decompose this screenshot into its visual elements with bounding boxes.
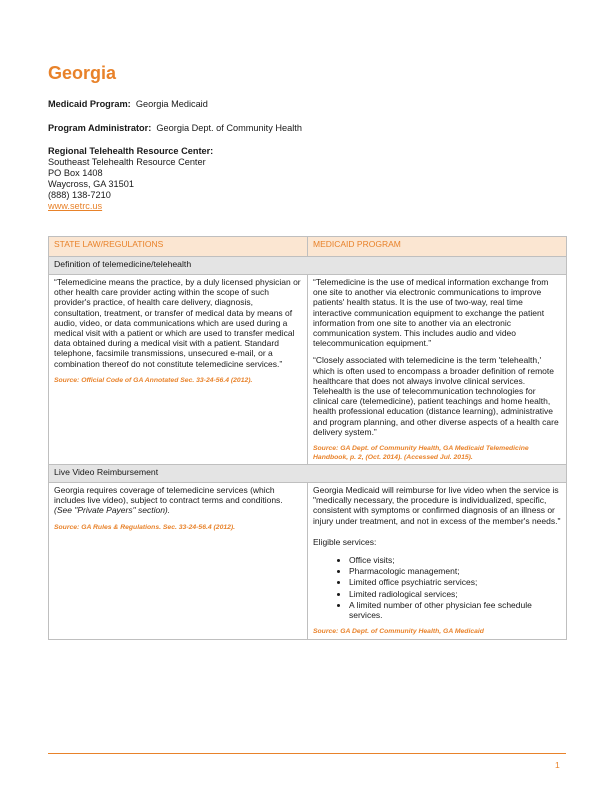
medicaid-live-video-text: Georgia Medicaid will reimburse for live video when the service is "medically necessary, the procedure is individualized, specific, consistent with symptoms or confirmed diagnosis of an illness or injury under treatment, and not in excess of the member's needs."	[313, 485, 561, 526]
state-definition-source: Source: Official Code of GA Annotated Sec. 33-24-56.4 (2012).	[54, 376, 253, 384]
eligible-services-list	[313, 555, 561, 620]
state-live-video-main: Georgia requires coverage of telemedicine services (which includes live video), subject to contract terms and conditions.	[54, 485, 283, 506]
program-administrator-label: Program Administrator:	[48, 123, 152, 133]
section-row-definition	[49, 257, 567, 275]
footer-rule	[48, 753, 566, 754]
page-title: Georgia	[48, 63, 117, 83]
medicaid-program-value: Georgia Medicaid	[135, 99, 208, 109]
medicaid-cell	[308, 275, 567, 465]
medicaid-definition-source: Source: GA Dept. of Community Health, GA Medicaid Telemedicine Handbook, p. 2, (Oct. 2014). (Accessed Jul. 2015).	[313, 445, 529, 461]
page-number: 1	[555, 760, 560, 770]
section-title-definition: Definition of telemedicine/telehealth	[49, 257, 567, 275]
resource-center-block	[48, 146, 213, 212]
resource-center-address-1: PO Box 1408	[48, 168, 103, 178]
program-administrator-value: Georgia Dept. of Community Health	[156, 123, 302, 133]
medicaid-live-video-source: Source: GA Dept. of Community Health, GA Medicaid	[313, 628, 484, 636]
table-header-row	[49, 237, 567, 257]
list-item: • Office visits;	[349, 555, 561, 565]
state-live-video-see-also: (See "Private Payers" section).	[54, 505, 171, 516]
section-title-live-video: Live Video Reimbursement	[49, 465, 567, 483]
medicaid-program-label: Medicaid Program:	[48, 99, 131, 109]
resource-center-address-2: Waycross, GA 31501	[48, 179, 134, 189]
medicaid-definition-text-1: “Telemedicine is the use of medical information exchange from one site to another via electronic communications to improve patients' health status. It is the use of two-way, real time interactive communication equipment to exchange the patient information from one site to another via an electronic communication system. This includes audio and video telecommunication equipment.”	[313, 277, 549, 349]
program-administrator-line	[48, 123, 302, 134]
state-definition-text: “Telemedicine means the practice, by a duly licensed physician or other health care provider acting within the scope of such provider's practice, of health care delivery, diagnosis, consultation, treatment, or transfer of medical data by means of audio, video, or data communications which are used during a medical visit with a patient or which are used to transfer medical data obtained during a medical visit with a patient. Standard telephone, facsimile transmissions, unsecured e-mail, or a combination thereof do not constitute telemedicine services.”	[54, 277, 301, 369]
resource-center-link[interactable]: www.setrc.us	[48, 201, 103, 211]
state-law-cell	[49, 483, 308, 640]
table-row	[49, 483, 567, 640]
section-row-live-video	[49, 465, 567, 483]
list-item: • A limited number of other physician fee schedule services.	[349, 600, 561, 620]
list-item: • Limited radiological services;	[349, 589, 561, 599]
list-item: • Limited office psychiatric services;	[349, 577, 561, 587]
resource-center-phone: (888) 138-7210	[48, 190, 111, 200]
state-law-header: STATE LAW/REGULATIONS	[49, 237, 308, 257]
medicaid-program-header: MEDICAID PROGRAM	[308, 237, 567, 257]
medicaid-definition-text-2: “Closely associated with telemedicine is the term 'telehealth,' which is often used to encompass a broader definition of remote healthcare that does not always involve clinical services. Telehealth is the use of telecommunication technologies for clinical care (telemedicine), patient teachings and home health, health professional education (distance learning), administrative and program planning, and other diverse aspects of a health care delivery system.”	[313, 355, 559, 437]
state-live-video-source: Source: GA Rules & Regulations. Sec. 33-24-56.4 (2012).	[54, 523, 236, 531]
medicaid-program-line	[48, 99, 208, 110]
list-item: • Pharmacologic management;	[349, 566, 561, 576]
regulations-table	[48, 236, 567, 640]
eligible-services-label: Eligible services:	[313, 536, 377, 547]
medicaid-cell	[308, 483, 567, 640]
table-row	[49, 275, 567, 465]
state-law-cell	[49, 275, 308, 465]
resource-center-name: Southeast Telehealth Resource Center	[48, 157, 206, 167]
resource-center-label: Regional Telehealth Resource Center:	[48, 146, 214, 156]
state-live-video-text	[54, 485, 302, 516]
